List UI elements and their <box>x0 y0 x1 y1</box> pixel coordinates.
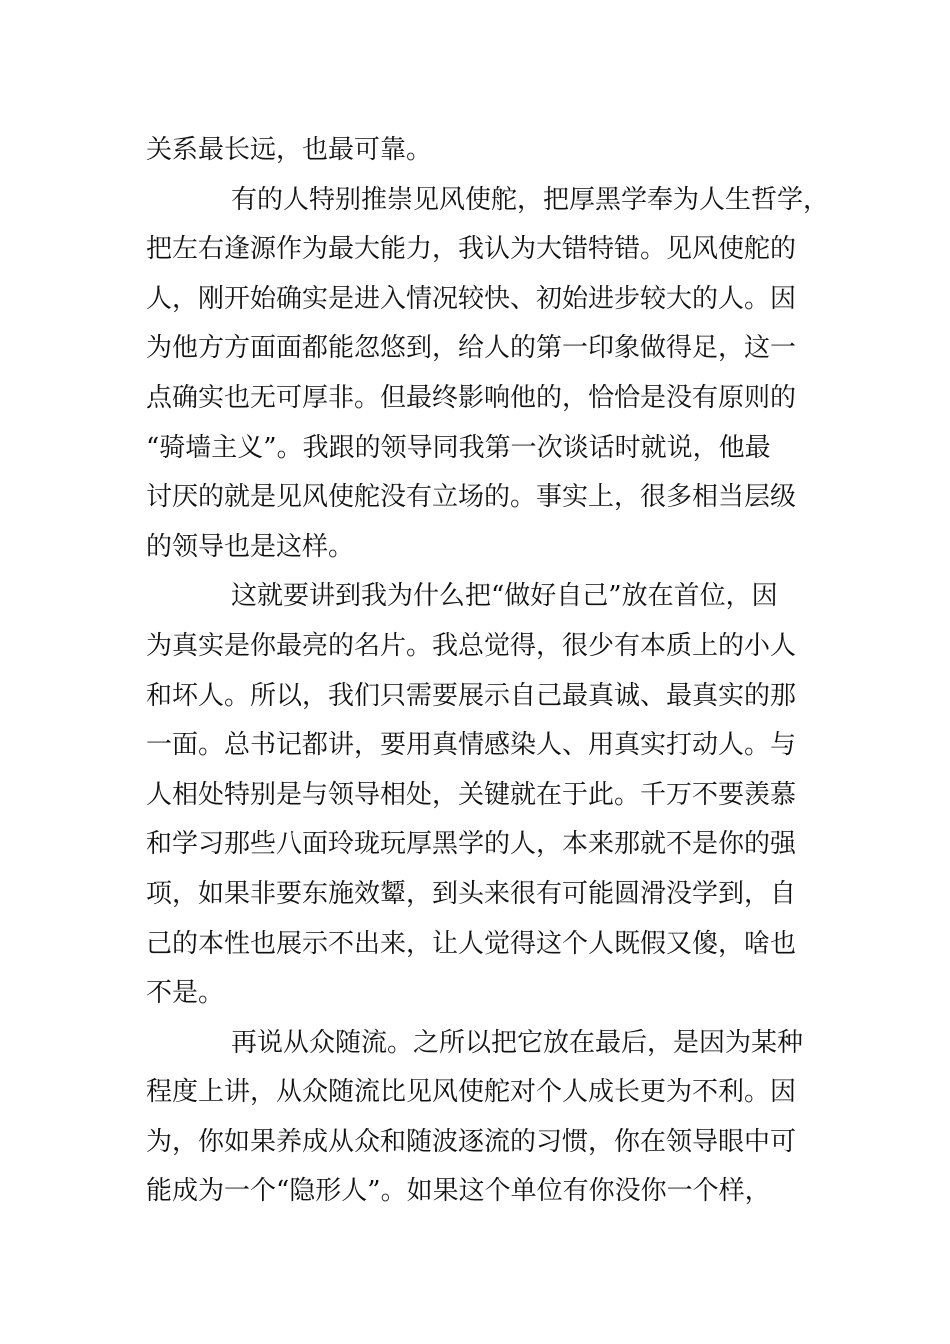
text-line: 和学习那些八面玲珑玩厚黑学的人，本来那就不是你的强 <box>146 829 797 860</box>
text-line: 项，如果非要东施效颦，到头来很有可能圆滑没学到，自 <box>146 878 797 909</box>
text-line: 点确实也无可厚非。但最终影响他的，恰恰是没有原则的 <box>146 382 797 413</box>
paragraph-start-line: 再说从众随流。之所以把它放在最后，是因为某种 <box>231 1027 804 1058</box>
text-line: 为真实是你最亮的名片。我总觉得，很少有本质上的小人 <box>146 630 797 661</box>
text-line: 为他方方面面都能忽悠到，给人的第一印象做得足，这一 <box>146 333 797 364</box>
text-line: 一面。总书记都讲，要用真情感染人、用真实打动人。与 <box>146 730 797 761</box>
paragraph-start-line: 这就要讲到我为什么把“做好自己”放在首位，因 <box>231 581 778 612</box>
text-line: 把左右逢源作为最大能力，我认为大错特错。见风使舵的 <box>146 234 797 265</box>
text-line: 人，刚开始确实是进入情况较快、初始进步较大的人。因 <box>146 283 797 314</box>
text-line: 程度上讲，从众随流比见风使舵对个人成长更为不利。因 <box>146 1077 797 1108</box>
text-line: 人相处特别是与领导相处，关键就在于此。千万不要羡慕 <box>146 779 797 810</box>
text-line: 能成为一个“隐形人”。如果这个单位有你没你一个样， <box>146 1176 771 1207</box>
text-line: 己的本性也展示不出来，让人觉得这个人既假又傻，啥也 <box>146 928 797 959</box>
text-line: 不是。 <box>146 978 225 1009</box>
text-line: 关系最长远，也最可靠。 <box>146 135 433 165</box>
body-text <box>146 126 846 1217</box>
text-line: 和坏人。所以，我们只需要展示自己最真诚、最真实的那 <box>146 680 797 711</box>
text-line: 为，你如果养成从众和随波逐流的习惯，你在领导眼中可 <box>146 1126 797 1157</box>
text-line: 的领导也是这样。 <box>146 531 355 562</box>
text-line: “骑墙主义”。我跟的领导同我第一次谈话时就说，他最 <box>146 432 771 463</box>
text-line: 讨厌的就是见风使舵没有立场的。事实上，很多相当层级 <box>146 482 797 513</box>
paragraph-start-line: 有的人特别推崇见风使舵，把厚黑学奉为人生哲学， <box>231 184 830 215</box>
